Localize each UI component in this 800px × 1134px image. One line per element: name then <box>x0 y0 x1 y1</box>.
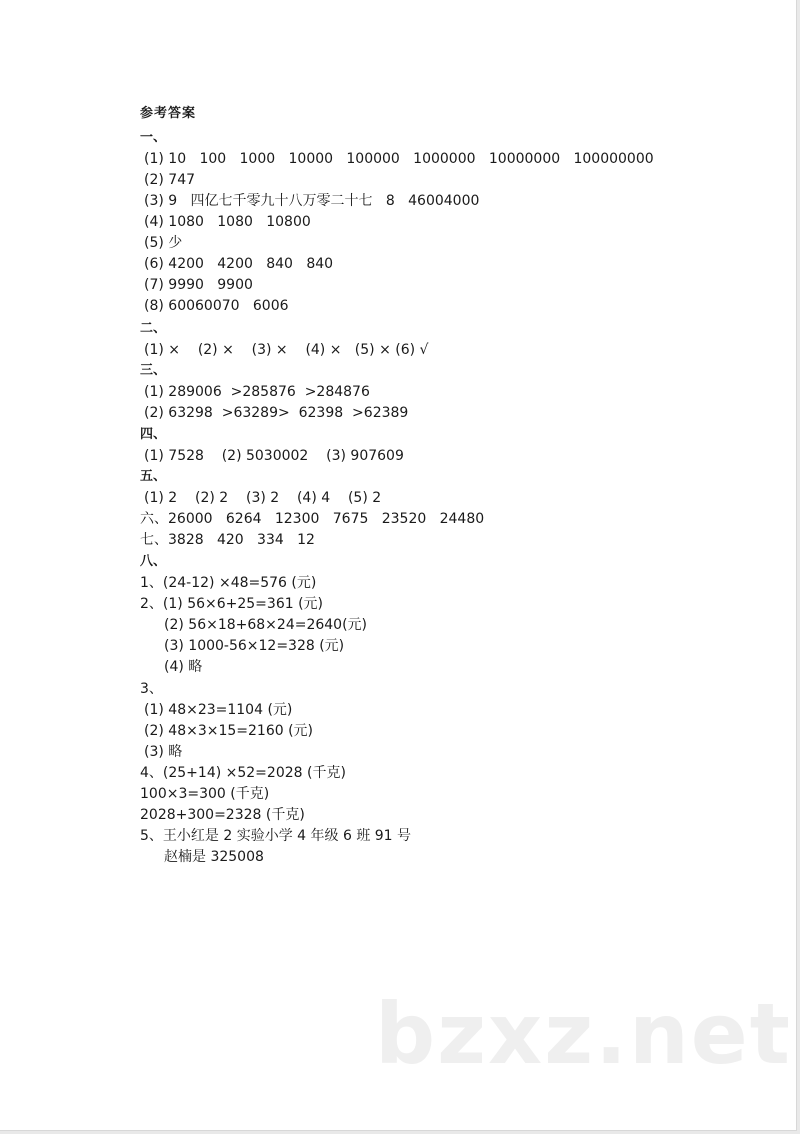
answer-line: (1) 10 100 1000 10000 100000 1000000 10000000 100000000 <box>144 151 654 167</box>
answer-line: (6) 4200 4200 840 840 <box>144 256 334 272</box>
answer-line: (1) × (2) × (3) × (4) × (5) × (6) √ <box>144 342 429 358</box>
answer-line: (5) 少 <box>144 235 183 251</box>
document-title: 参考答案 <box>140 106 197 121</box>
answer-line: (8) 60060070 6006 <box>144 298 289 314</box>
answer-line: (2) 747 <box>144 172 196 188</box>
answer-line: 100×3=300 (千克) <box>140 786 270 802</box>
section-heading: 四、 <box>140 427 167 442</box>
answer-line: (4) 1080 1080 10800 <box>144 214 311 230</box>
answer-line: 2、(1) 56×6+25=361 (元) <box>140 596 324 612</box>
answer-line: 4、(25+14) ×52=2028 (千克) <box>140 765 346 781</box>
answer-line: (7) 9990 9900 <box>144 277 253 293</box>
answer-line: (3) 1000-56×12=328 (元) <box>164 638 345 654</box>
answer-line: (2) 56×18+68×24=2640(元) <box>164 617 368 633</box>
section-heading: 五、 <box>140 469 167 484</box>
answer-line: 1、(24-12) ×48=576 (元) <box>140 575 317 591</box>
answer-line: (3) 略 <box>144 744 183 760</box>
answer-line: (4) 略 <box>164 659 203 675</box>
answer-line: (1) 7528 (2) 5030002 (3) 907609 <box>144 448 404 464</box>
answer-line: 5、王小红是 2 实验小学 4 年级 6 班 91 号 <box>140 828 412 844</box>
section-heading: 八、 <box>140 554 167 569</box>
section-heading: 三、 <box>140 363 167 378</box>
answer-line: (1) 2 (2) 2 (3) 2 (4) 4 (5) 2 <box>144 490 382 506</box>
watermark: bzxz.net <box>375 985 792 1083</box>
answer-line: 2028+300=2328 (千克) <box>140 807 305 823</box>
section-heading: 二、 <box>140 321 167 336</box>
answer-line: 赵楠是 325008 <box>164 849 264 865</box>
section-heading: 一、 <box>140 130 167 145</box>
answer-line: (1) 289006 >285876 >284876 <box>144 384 370 400</box>
answer-line: (1) 48×23=1104 (元) <box>144 702 293 718</box>
answer-line: 七、3828 420 334 12 <box>140 532 315 548</box>
answer-line: 3、 <box>140 681 163 697</box>
answer-line: (2) 63298 >63289> 62398 >62389 <box>144 405 409 421</box>
answer-line: (3) 9 四亿七千零九十八万零二十七 8 46004000 <box>144 193 480 209</box>
answer-line: 六、26000 6264 12300 7675 23520 24480 <box>140 511 485 527</box>
answer-line: (2) 48×3×15=2160 (元) <box>144 723 314 739</box>
